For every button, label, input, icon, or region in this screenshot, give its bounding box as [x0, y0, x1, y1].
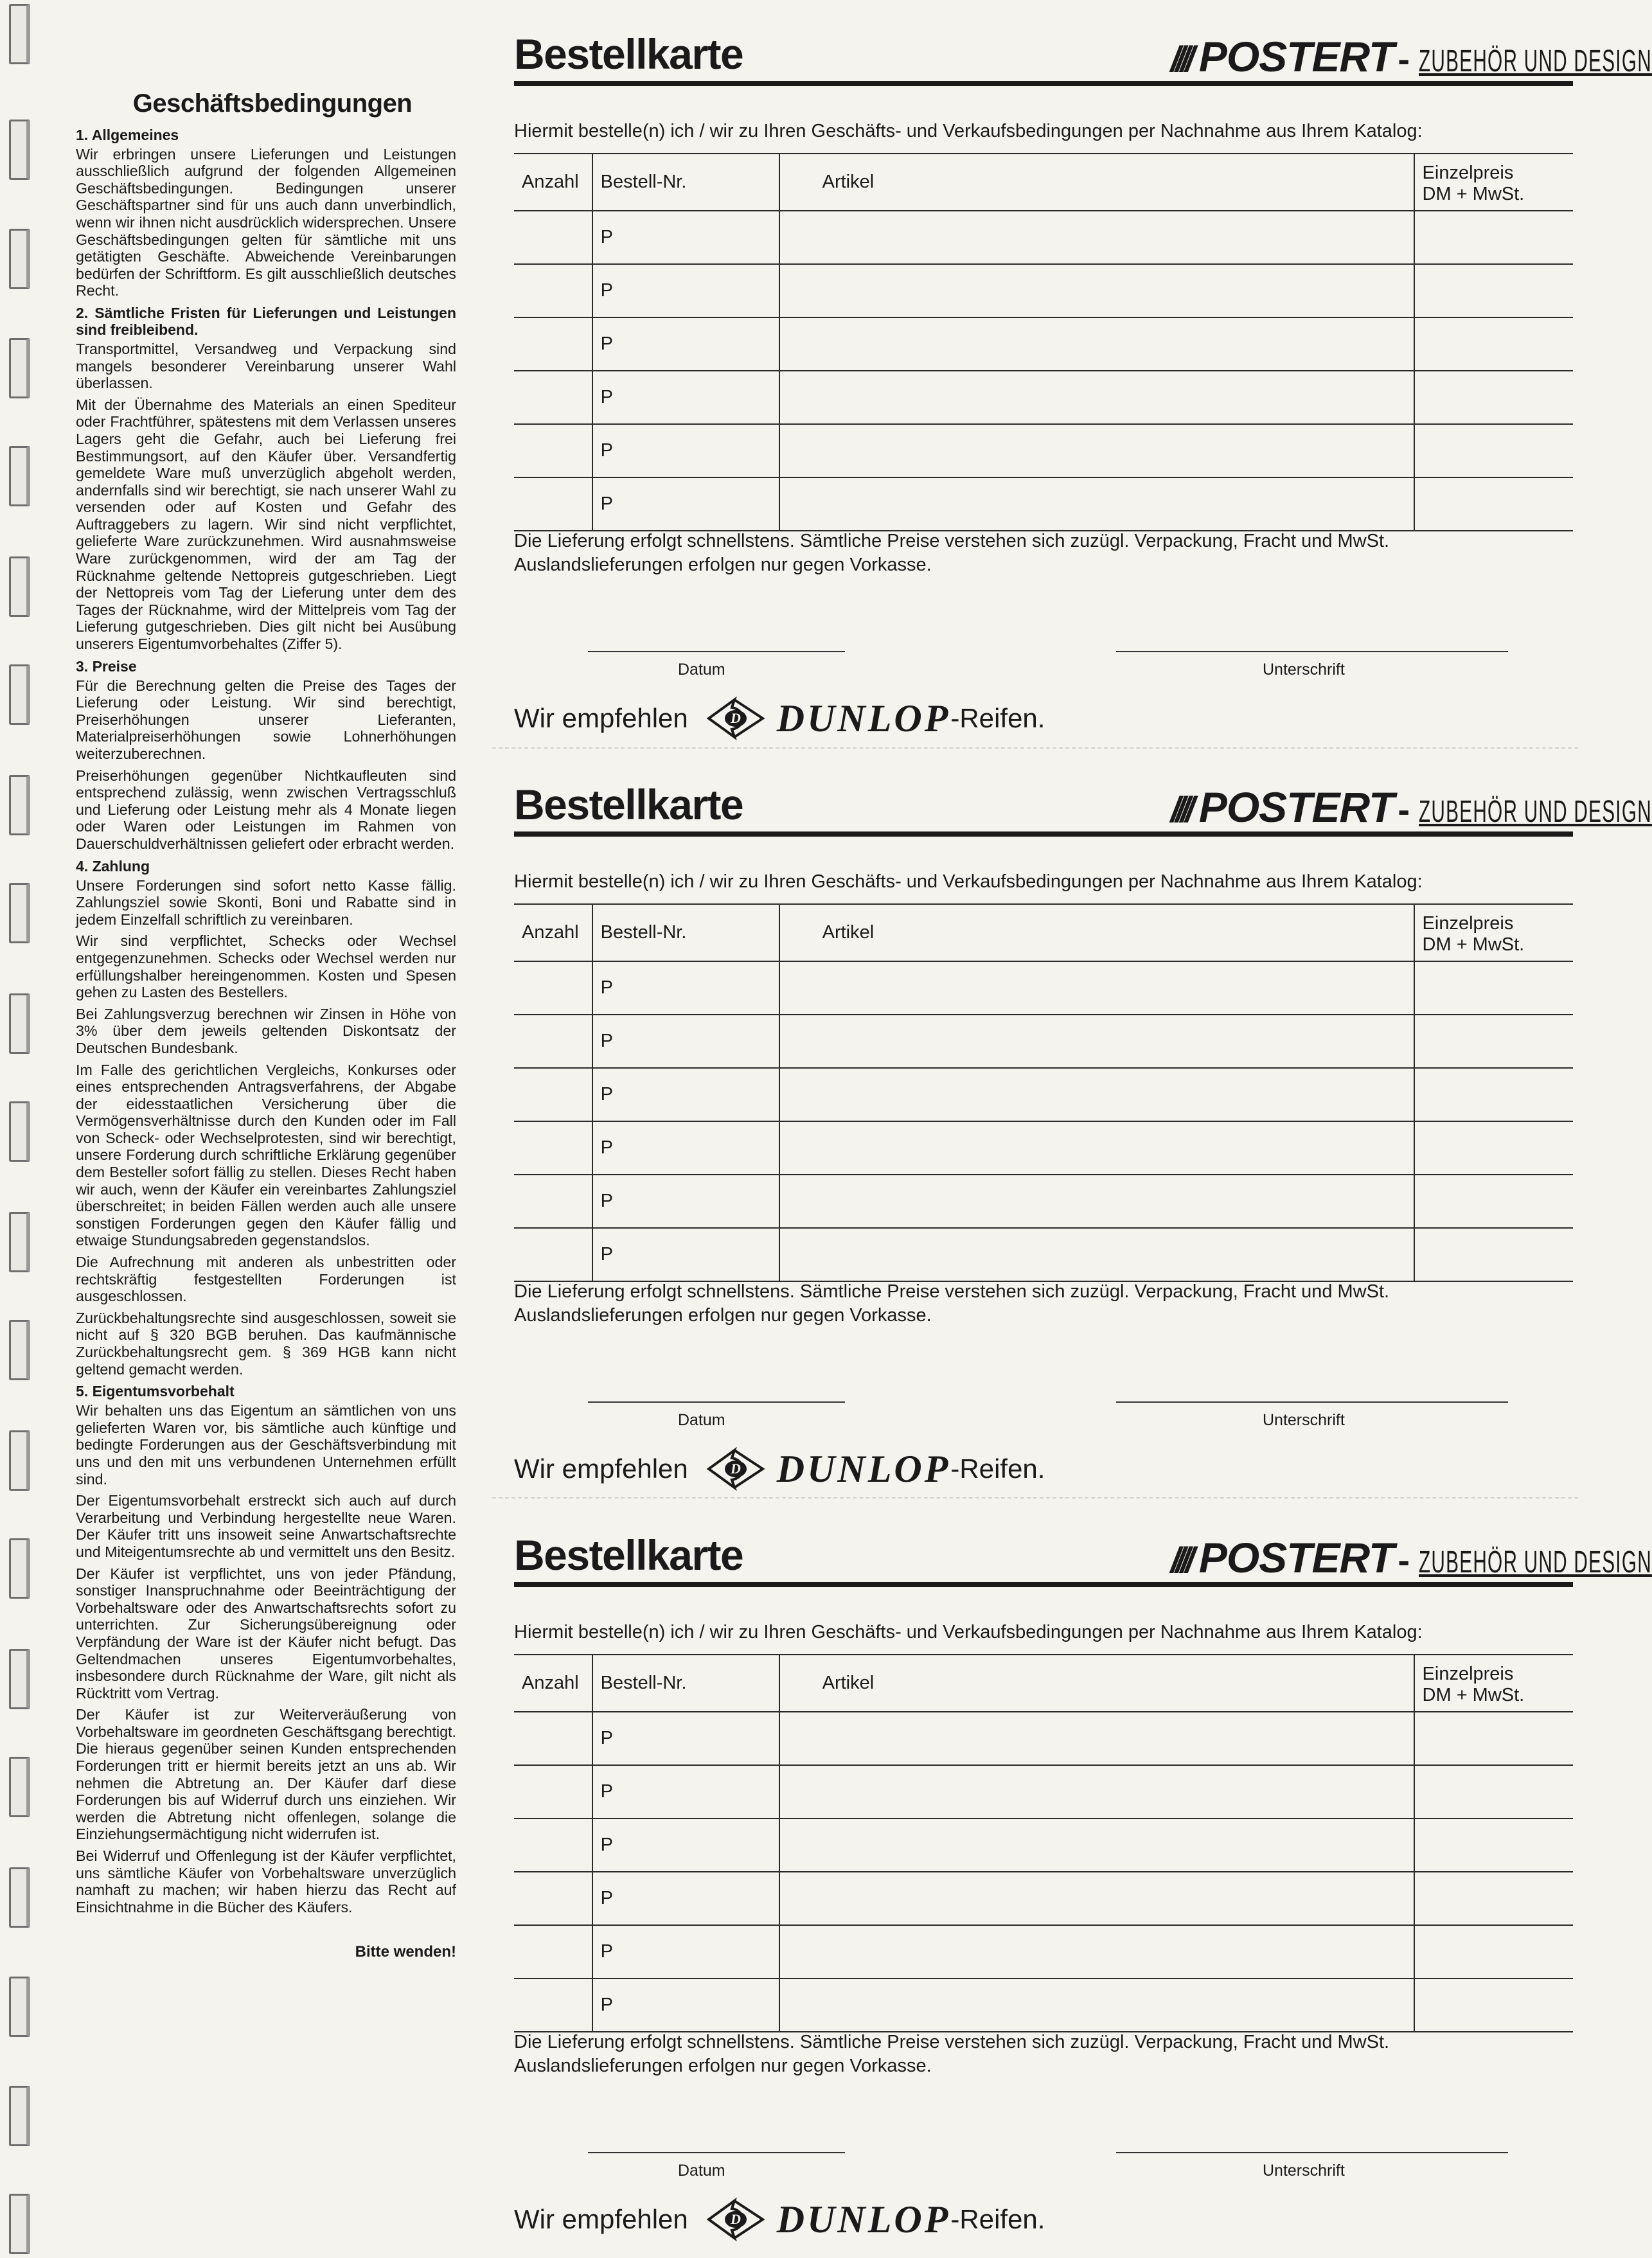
article-cell[interactable] [779, 1712, 1414, 1765]
order-no-cell[interactable]: P [592, 1068, 779, 1121]
date-label: Datum [678, 1411, 725, 1429]
col-price-line1: Einzelpreis [1422, 1663, 1514, 1684]
qty-cell[interactable] [514, 1978, 592, 2032]
delivery-note-line2: Auslandslieferungen erfolgen nur gegen Vorkasse. [514, 1305, 932, 1326]
recommend-suffix: -Reifen. [950, 1453, 1045, 1484]
date-field[interactable] [588, 651, 845, 652]
terms-paragraph: Zurückbehaltungsrechte sind ausgeschlossen, soweit sie nicht auf § 320 BGB beruhen. Das kaufmännische Zurückbehaltungsrecht gem. § 369 HGB kann nicht geltend gemacht werden. [76, 1309, 456, 1378]
binding-hole [9, 338, 30, 398]
brand-name: POSTERT [1198, 33, 1394, 80]
perforation-line [492, 1497, 1578, 1498]
terms-paragraph: Wir erbringen unsere Lieferungen und Leistungen ausschließlich aufgrund der folgenden Allgemeinen Geschäftsbedingungen. Bedingungen unserer Geschäftspartner sind für uns auch dann unverbindlich, wenn wir ihnen nicht ausdrücklich widersprechen. Unsere Geschäftsbedingungen gelten für sämtliche mit uns getätigten Geschäfte. Abweichende Vereinbarungen bedürfen der Schriftform. Es gilt ausschließlich deutsches Recht. [76, 145, 456, 299]
signature-field[interactable] [1116, 1401, 1508, 1403]
col-price-line2: DM + MwSt. [1422, 934, 1525, 955]
order-intro: Hiermit bestelle(n) ich / wir zu Ihren Geschäfts- und Verkaufsbedingungen per Nachnahme aus Ihrem Katalog: [514, 121, 1423, 141]
signature-field[interactable] [1116, 2152, 1508, 2153]
terms-section-heading: 5. Eigentumsvorbehalt [76, 1383, 235, 1400]
dunlop-recommendation [514, 1446, 1045, 1491]
qty-cell[interactable] [514, 211, 592, 264]
order-intro: Hiermit bestelle(n) ich / wir zu Ihren Geschäfts- und Verkaufsbedingungen per Nachnahme aus Ihrem Katalog: [514, 871, 1423, 892]
date-label: Datum [678, 2162, 725, 2180]
col-price [1414, 1655, 1573, 1712]
terms-paragraph: Der Eigentumsvorbehalt erstreckt sich auch auf durch Verarbeitung und Verbindung hergestellte neue Waren. Der Käufer tritt uns insoweit seine Anwartschaftsrechte und Miteigentumsrechte ab und vermittelt uns den Besitz. [76, 1492, 456, 1560]
article-cell[interactable] [779, 1228, 1414, 1281]
binding-hole [9, 1538, 30, 1599]
order-table [514, 903, 1573, 1282]
order-table [514, 153, 1573, 531]
order-card [514, 24, 1652, 757]
delivery-note-line2: Auslandslieferungen erfolgen nur gegen Vorkasse. [514, 555, 932, 575]
dunlop-wordmark: DUNLOP [776, 697, 951, 740]
col-article [779, 154, 1414, 211]
dunlop-flying-d-icon [706, 1446, 765, 1491]
order-no-cell[interactable]: P [592, 1765, 779, 1818]
binding-hole [9, 446, 30, 506]
card-header [514, 1525, 1652, 1581]
col-order-no: Bestell-Nr. [592, 904, 779, 961]
price-cell[interactable] [1414, 424, 1573, 477]
postert-logo [1170, 1533, 1652, 1581]
date-label: Datum [678, 661, 725, 679]
order-row [514, 1978, 1573, 2032]
terms-paragraph: Der Käufer ist zur Weiterveräußerung von Vorbehaltsware im geordneten Geschäftsgang berechtigt. Die hieraus gegenüber seinen Kunden entsprechenden Forderungen tritt er hiermit bereits jetzt an uns ab. Wir nehmen die Abtretung an. Der Käufer darf diese Forderungen bis auf Widerruf durch uns einziehen. Wir werden die Abtretung nicht offenlegen, solange die Einziehungsermächtigung nicht widerrufen ist. [76, 1706, 456, 1843]
order-row [514, 1068, 1573, 1121]
order-rows [514, 211, 1573, 531]
price-cell[interactable] [1414, 371, 1573, 424]
brand-slashes: //// [1170, 39, 1190, 79]
brand-dash: - [1398, 39, 1410, 79]
order-no-cell[interactable]: P [592, 317, 779, 371]
order-row [514, 1228, 1573, 1281]
terms-paragraph: Wir behalten uns das Eigentum an sämtlichen von uns gelieferten Waren vor, bis sämtliche auch künftige und bedingte Forderungen aus der Geschäftsverbindung mit uns und den mit uns verbundenen Unternehmen erfüllt sind. [76, 1402, 456, 1488]
recommend-prefix: Wir empfehlen [514, 703, 688, 733]
terms-paragraph: Preiserhöhungen gegenüber Nichtkaufleuten sind entsprechend zulässig, wenn zwischen Vertragsschluß und Lieferung oder Leistung mehr als 4 Monate liegen oder Waren oder Leistungen im Rahmen von Dauerschuldverhältnissen geliefert oder erbracht werden. [76, 767, 456, 852]
qty-cell[interactable] [514, 371, 592, 424]
price-cell[interactable] [1414, 1872, 1573, 1925]
price-cell[interactable] [1414, 1015, 1573, 1068]
binding-hole [9, 775, 30, 835]
article-cell[interactable] [779, 1765, 1414, 1818]
recommend-prefix: Wir empfehlen [514, 1453, 688, 1484]
delivery-note [514, 529, 1389, 577]
article-cell[interactable] [779, 1068, 1414, 1121]
binding-hole [9, 2086, 30, 2146]
brand-name: POSTERT [1198, 1534, 1394, 1581]
terms-section-heading: 3. Preise [76, 657, 137, 675]
article-cell[interactable] [779, 1872, 1414, 1925]
binding-hole [9, 120, 30, 180]
binding-hole [9, 1430, 30, 1491]
terms-paragraph: Bei Zahlungsverzug berechnen wir Zinsen in Höhe von 3% über dem jeweils geltenden Diskontsatz der Deutschen Bundesbank. [76, 1005, 456, 1056]
binding-hole [9, 664, 30, 725]
qty-cell[interactable] [514, 961, 592, 1015]
qty-cell[interactable] [514, 1818, 592, 1872]
order-table-header [514, 1655, 1573, 1712]
delivery-note-line1: Die Lieferung erfolgt schnellstens. Sämtliche Preise verstehen sich zuzügl. Verpackung, Fracht und MwSt. [514, 2032, 1390, 2052]
binding-holes [5, 0, 31, 2254]
delivery-note-line2: Auslandslieferungen erfolgen nur gegen Vorkasse. [514, 2056, 932, 2076]
binding-hole [9, 1320, 30, 1380]
qty-cell[interactable] [514, 264, 592, 317]
binding-hole [9, 1649, 30, 1709]
brand-dash: - [1398, 789, 1410, 830]
order-no-cell[interactable]: P [592, 1712, 779, 1765]
order-row [514, 477, 1573, 531]
price-cell[interactable] [1414, 1068, 1573, 1121]
order-no-cell[interactable]: P [592, 477, 779, 531]
order-row [514, 1818, 1573, 1872]
qty-cell[interactable] [514, 477, 592, 531]
price-cell[interactable] [1414, 1228, 1573, 1281]
article-cell[interactable] [779, 477, 1414, 531]
postert-logo [1170, 32, 1652, 80]
terms-section-heading: 1. Allgemeines [76, 126, 179, 143]
col-price-line1: Einzelpreis [1422, 162, 1514, 183]
order-row [514, 424, 1573, 477]
order-row [514, 1175, 1573, 1228]
col-price [1414, 904, 1573, 961]
order-no-cell[interactable]: P [592, 1228, 779, 1281]
terms-paragraph: Transportmittel, Versandweg und Verpackung sind mangels besonderer Vereinbarung unserer Wahl überlassen. [76, 340, 456, 392]
order-no-cell[interactable]: P [592, 1925, 779, 1978]
signature-field[interactable] [1116, 651, 1508, 652]
binding-hole [9, 993, 30, 1054]
binding-hole [9, 1101, 30, 1162]
qty-cell[interactable] [514, 424, 592, 477]
qty-cell[interactable] [514, 1765, 592, 1818]
header-rule [514, 831, 1573, 837]
price-cell[interactable] [1414, 317, 1573, 371]
article-cell[interactable] [779, 1818, 1414, 1872]
order-table [514, 1654, 1573, 2032]
qty-cell[interactable] [514, 1121, 592, 1175]
order-row [514, 961, 1573, 1015]
order-row [514, 1925, 1573, 1978]
order-no-cell[interactable]: P [592, 1175, 779, 1228]
col-qty: Anzahl [514, 1655, 592, 1712]
signature-label: Unterschrift [1263, 661, 1345, 679]
dunlop-recommendation [514, 2197, 1045, 2242]
order-table-header [514, 904, 1573, 961]
order-no-cell[interactable]: P [592, 1121, 779, 1175]
order-no-cell[interactable]: P [592, 211, 779, 264]
qty-cell[interactable] [514, 1228, 592, 1281]
terms-paragraph: Für die Berechnung gelten die Preise des Tages der Lieferung oder Leistung. Wir sind berechtigt, Preiserhöhungen unserer Lieferanten, Materialpreiserhöhungen sowie Lohnerhöhungen weiterzuberechnen. [76, 677, 456, 762]
binding-hole [9, 1757, 30, 1817]
article-cell[interactable] [779, 371, 1414, 424]
binding-hole [9, 4, 30, 64]
order-row [514, 211, 1573, 264]
col-article-label: Artikel [822, 1673, 875, 1693]
terms-title: Geschäftsbedingungen [132, 89, 413, 118]
price-cell[interactable] [1414, 211, 1573, 264]
price-cell[interactable] [1414, 961, 1573, 1015]
svg-text:D: D [730, 710, 741, 726]
card-header [514, 775, 1652, 831]
perforation-line [492, 747, 1578, 749]
terms-paragraph: Die Aufrechnung mit anderen als unbestritten oder rechtskräftig festgestellten Forderungen ist ausgeschlossen. [76, 1254, 456, 1305]
order-row [514, 1765, 1573, 1818]
price-cell[interactable] [1414, 1121, 1573, 1175]
signature-label: Unterschrift [1263, 1411, 1345, 1429]
order-no-cell[interactable]: P [592, 371, 779, 424]
order-table-header [514, 154, 1573, 211]
price-cell[interactable] [1414, 1175, 1573, 1228]
order-row [514, 264, 1573, 317]
price-cell[interactable] [1414, 477, 1573, 531]
qty-cell[interactable] [514, 1015, 592, 1068]
price-cell[interactable] [1414, 1712, 1573, 1765]
delivery-note [514, 2031, 1389, 2078]
qty-cell[interactable] [514, 1872, 592, 1925]
dunlop-flying-d-icon [706, 696, 765, 741]
card-title: Bestellkarte [514, 781, 743, 828]
order-row [514, 371, 1573, 424]
terms-paragraph: Der Käufer ist verpflichtet, uns von jeder Pfändung, sonstiger Inanspruchnahme oder Beeinträchtigung der Vorbehaltsware oder des Anwartschaftsrechts sofort zu unterrichten. Zur Sicherungsübereignung oder Verpfändung der Ware ist der Käufer nicht befugt. Das Geltendmachen unseres Eigentumvorbehaltes, insbesondere durch Rücknahme der Ware, gilt nicht als Rücktritt vom Vertrag. [76, 1565, 456, 1702]
col-price-line2: DM + MwSt. [1422, 183, 1525, 204]
terms-paragraph: Im Falle des gerichtlichen Vergleichs, Konkurses oder eines entsprechenden Antragsverfahrens, der Abgabe der eidesstaatlichen Versicherung über die Vermögensverhältnisse durch den Kunden oder im Fall von Scheck- oder Wechselprotesten, sind wir berechtigt, unsere Forderung durch schriftliche Erklärung gegenüber dem Besteller sofort fällig zu stellen. Dieses Recht haben wir auch, wenn der Käufer ein vereinbartes Zahlungsziel überschreitet; in beiden Fällen werden auch alle unsere sonstigen Forderungen gegen den Käufer fällig und etwaige Stundungsabreden gegenstandslos. [76, 1061, 456, 1249]
order-rows [514, 1712, 1573, 2032]
dunlop-recommendation [514, 696, 1045, 741]
order-card [514, 775, 1652, 1507]
col-article [779, 1655, 1414, 1712]
terms-paragraph: Mit der Übernahme des Materials an einen Spediteur oder Frachtführer, spätestens mit dem Verlassen unseres Lagers geht die Gefahr, auch bei Lieferung frei Bestimmungsort, auf den Käufer über. Versandfertig gemeldete Ware muß unverzüglich abgeholt werden, andernfalls sind wir berechtigt, sie nach unserer Wahl zu versenden oder auf Kosten und Gefahr des Auftraggebers zu lagern. Wir sind nicht verpflichtet, gelieferte Ware zurückzunehmen. Wird ausnahmsweise Ware zurückgenommen, wird der am Tag der Rücknahme geltende Nettopreis gutgeschrieben. Liegt der Nettopreis vom Tag der Lieferung unter dem des Tages der Rücknahme, wird der Mittelpreis vom Tag der Lieferung gutgeschrieben. Dies gilt nicht bei Ausübung unserers Eigentumvorbehaltes (Ziffer 5). [76, 396, 456, 653]
article-cell[interactable] [779, 1978, 1414, 2032]
price-cell[interactable] [1414, 1978, 1573, 2032]
binding-hole [9, 1212, 30, 1272]
order-card [514, 1525, 1652, 2258]
order-row [514, 317, 1573, 371]
brand-tagline: ZUBEHÖR UND DESIGN [1419, 795, 1652, 829]
article-cell[interactable] [779, 1175, 1414, 1228]
brand-tagline: ZUBEHÖR UND DESIGN [1419, 44, 1652, 78]
terms-column [76, 89, 456, 1961]
col-article-label: Artikel [822, 172, 875, 192]
card-header [514, 24, 1652, 80]
price-cell[interactable] [1414, 1925, 1573, 1978]
article-cell[interactable] [779, 317, 1414, 371]
price-cell[interactable] [1414, 264, 1573, 317]
dunlop-wordmark: DUNLOP [776, 1447, 951, 1490]
article-cell[interactable] [779, 211, 1414, 264]
col-price-line2: DM + MwSt. [1422, 1684, 1525, 1705]
article-cell[interactable] [779, 961, 1414, 1015]
col-price [1414, 154, 1573, 211]
terms-section-heading: 4. Zahlung [76, 857, 150, 875]
delivery-note [514, 1280, 1389, 1328]
order-rows [514, 961, 1573, 1281]
binding-hole [9, 2194, 30, 2254]
price-cell[interactable] [1414, 1818, 1573, 1872]
svg-text:D: D [730, 1461, 741, 1477]
brand-name: POSTERT [1198, 783, 1394, 831]
qty-cell[interactable] [514, 1925, 592, 1978]
col-article [779, 904, 1414, 961]
order-no-cell[interactable]: P [592, 1818, 779, 1872]
card-title: Bestellkarte [514, 1531, 743, 1579]
order-no-cell[interactable]: P [592, 1015, 779, 1068]
dunlop-flying-d-icon [706, 2197, 765, 2242]
order-row [514, 1712, 1573, 1765]
binding-hole [9, 229, 30, 289]
delivery-note-line1: Die Lieferung erfolgt schnellstens. Sämtliche Preise verstehen sich zuzügl. Verpackung, Fracht und MwSt. [514, 1281, 1390, 1302]
col-article-label: Artikel [822, 922, 875, 943]
turn-over-note: Bitte wenden! [355, 1943, 456, 1961]
qty-cell[interactable] [514, 1068, 592, 1121]
article-cell[interactable] [779, 264, 1414, 317]
price-cell[interactable] [1414, 1765, 1573, 1818]
article-cell[interactable] [779, 1121, 1414, 1175]
col-qty: Anzahl [514, 154, 592, 211]
terms-section-heading: 2. Sämtliche Fristen für Lieferungen und Leistungen sind freibleibend. [76, 304, 456, 338]
card-title: Bestellkarte [514, 30, 743, 78]
recommend-suffix: -Reifen. [950, 2204, 1045, 2234]
col-order-no: Bestell-Nr. [592, 154, 779, 211]
article-cell[interactable] [779, 424, 1414, 477]
article-cell[interactable] [779, 1925, 1414, 1978]
signature-label: Unterschrift [1263, 2162, 1345, 2180]
date-field[interactable] [588, 1401, 845, 1403]
binding-hole [9, 556, 30, 617]
binding-hole [9, 883, 30, 943]
order-no-cell[interactable]: P [592, 961, 779, 1015]
order-row [514, 1121, 1573, 1175]
binding-hole [9, 1867, 30, 1928]
order-intro: Hiermit bestelle(n) ich / wir zu Ihren Geschäfts- und Verkaufsbedingungen per Nachnahme aus Ihrem Katalog: [514, 1622, 1423, 1642]
recommend-prefix: Wir empfehlen [514, 2204, 688, 2234]
col-qty: Anzahl [514, 904, 592, 961]
postert-logo [1170, 783, 1652, 831]
qty-cell[interactable] [514, 1175, 592, 1228]
order-no-cell[interactable]: P [592, 264, 779, 317]
col-order-no: Bestell-Nr. [592, 1655, 779, 1712]
order-no-cell[interactable]: P [592, 1872, 779, 1925]
header-rule [514, 1582, 1573, 1587]
brand-slashes: //// [1170, 789, 1190, 830]
brand-dash: - [1398, 1540, 1410, 1580]
svg-text:D: D [730, 2211, 741, 2227]
order-row [514, 1015, 1573, 1068]
brand-tagline: ZUBEHÖR UND DESIGN [1419, 1545, 1652, 1579]
qty-cell[interactable] [514, 317, 592, 371]
header-rule [514, 81, 1573, 86]
col-price-line1: Einzelpreis [1422, 912, 1514, 934]
delivery-note-line1: Die Lieferung erfolgt schnellstens. Sämtliche Preise verstehen sich zuzügl. Verpackung, Fracht und MwSt. [514, 531, 1390, 551]
dunlop-wordmark: DUNLOP [776, 2198, 951, 2241]
article-cell[interactable] [779, 1015, 1414, 1068]
terms-paragraph: Wir sind verpflichtet, Schecks oder Wechsel entgegenzunehmen. Schecks oder Wechsel werden nur erfüllungshalber hereingenommen. Kosten und Spesen gehen zu Lasten des Bestellers. [76, 932, 456, 1001]
terms-paragraph: Bei Widerruf und Offenlegung ist der Käufer verpflichtet, uns sämtliche Käufer von Vorbehaltsware unverzüglich namhaft zu machen; wir haben hierzu das Recht auf Einsichtnahme in die Bücher des Käufers. [76, 1847, 456, 1916]
order-row [514, 1872, 1573, 1925]
date-field[interactable] [588, 2152, 845, 2153]
qty-cell[interactable] [514, 1712, 592, 1765]
terms-sections [76, 127, 456, 1916]
brand-slashes: //// [1170, 1540, 1190, 1580]
order-no-cell[interactable]: P [592, 1978, 779, 2032]
recommend-suffix: -Reifen. [950, 703, 1045, 733]
order-no-cell[interactable]: P [592, 424, 779, 477]
binding-hole [9, 1977, 30, 2037]
terms-paragraph: Unsere Forderungen sind sofort netto Kasse fällig. Zahlungsziel sowie Skonti, Boni und Rabatte sind in jedem Einzelfall schriftlich zu vereinbaren. [76, 876, 456, 928]
